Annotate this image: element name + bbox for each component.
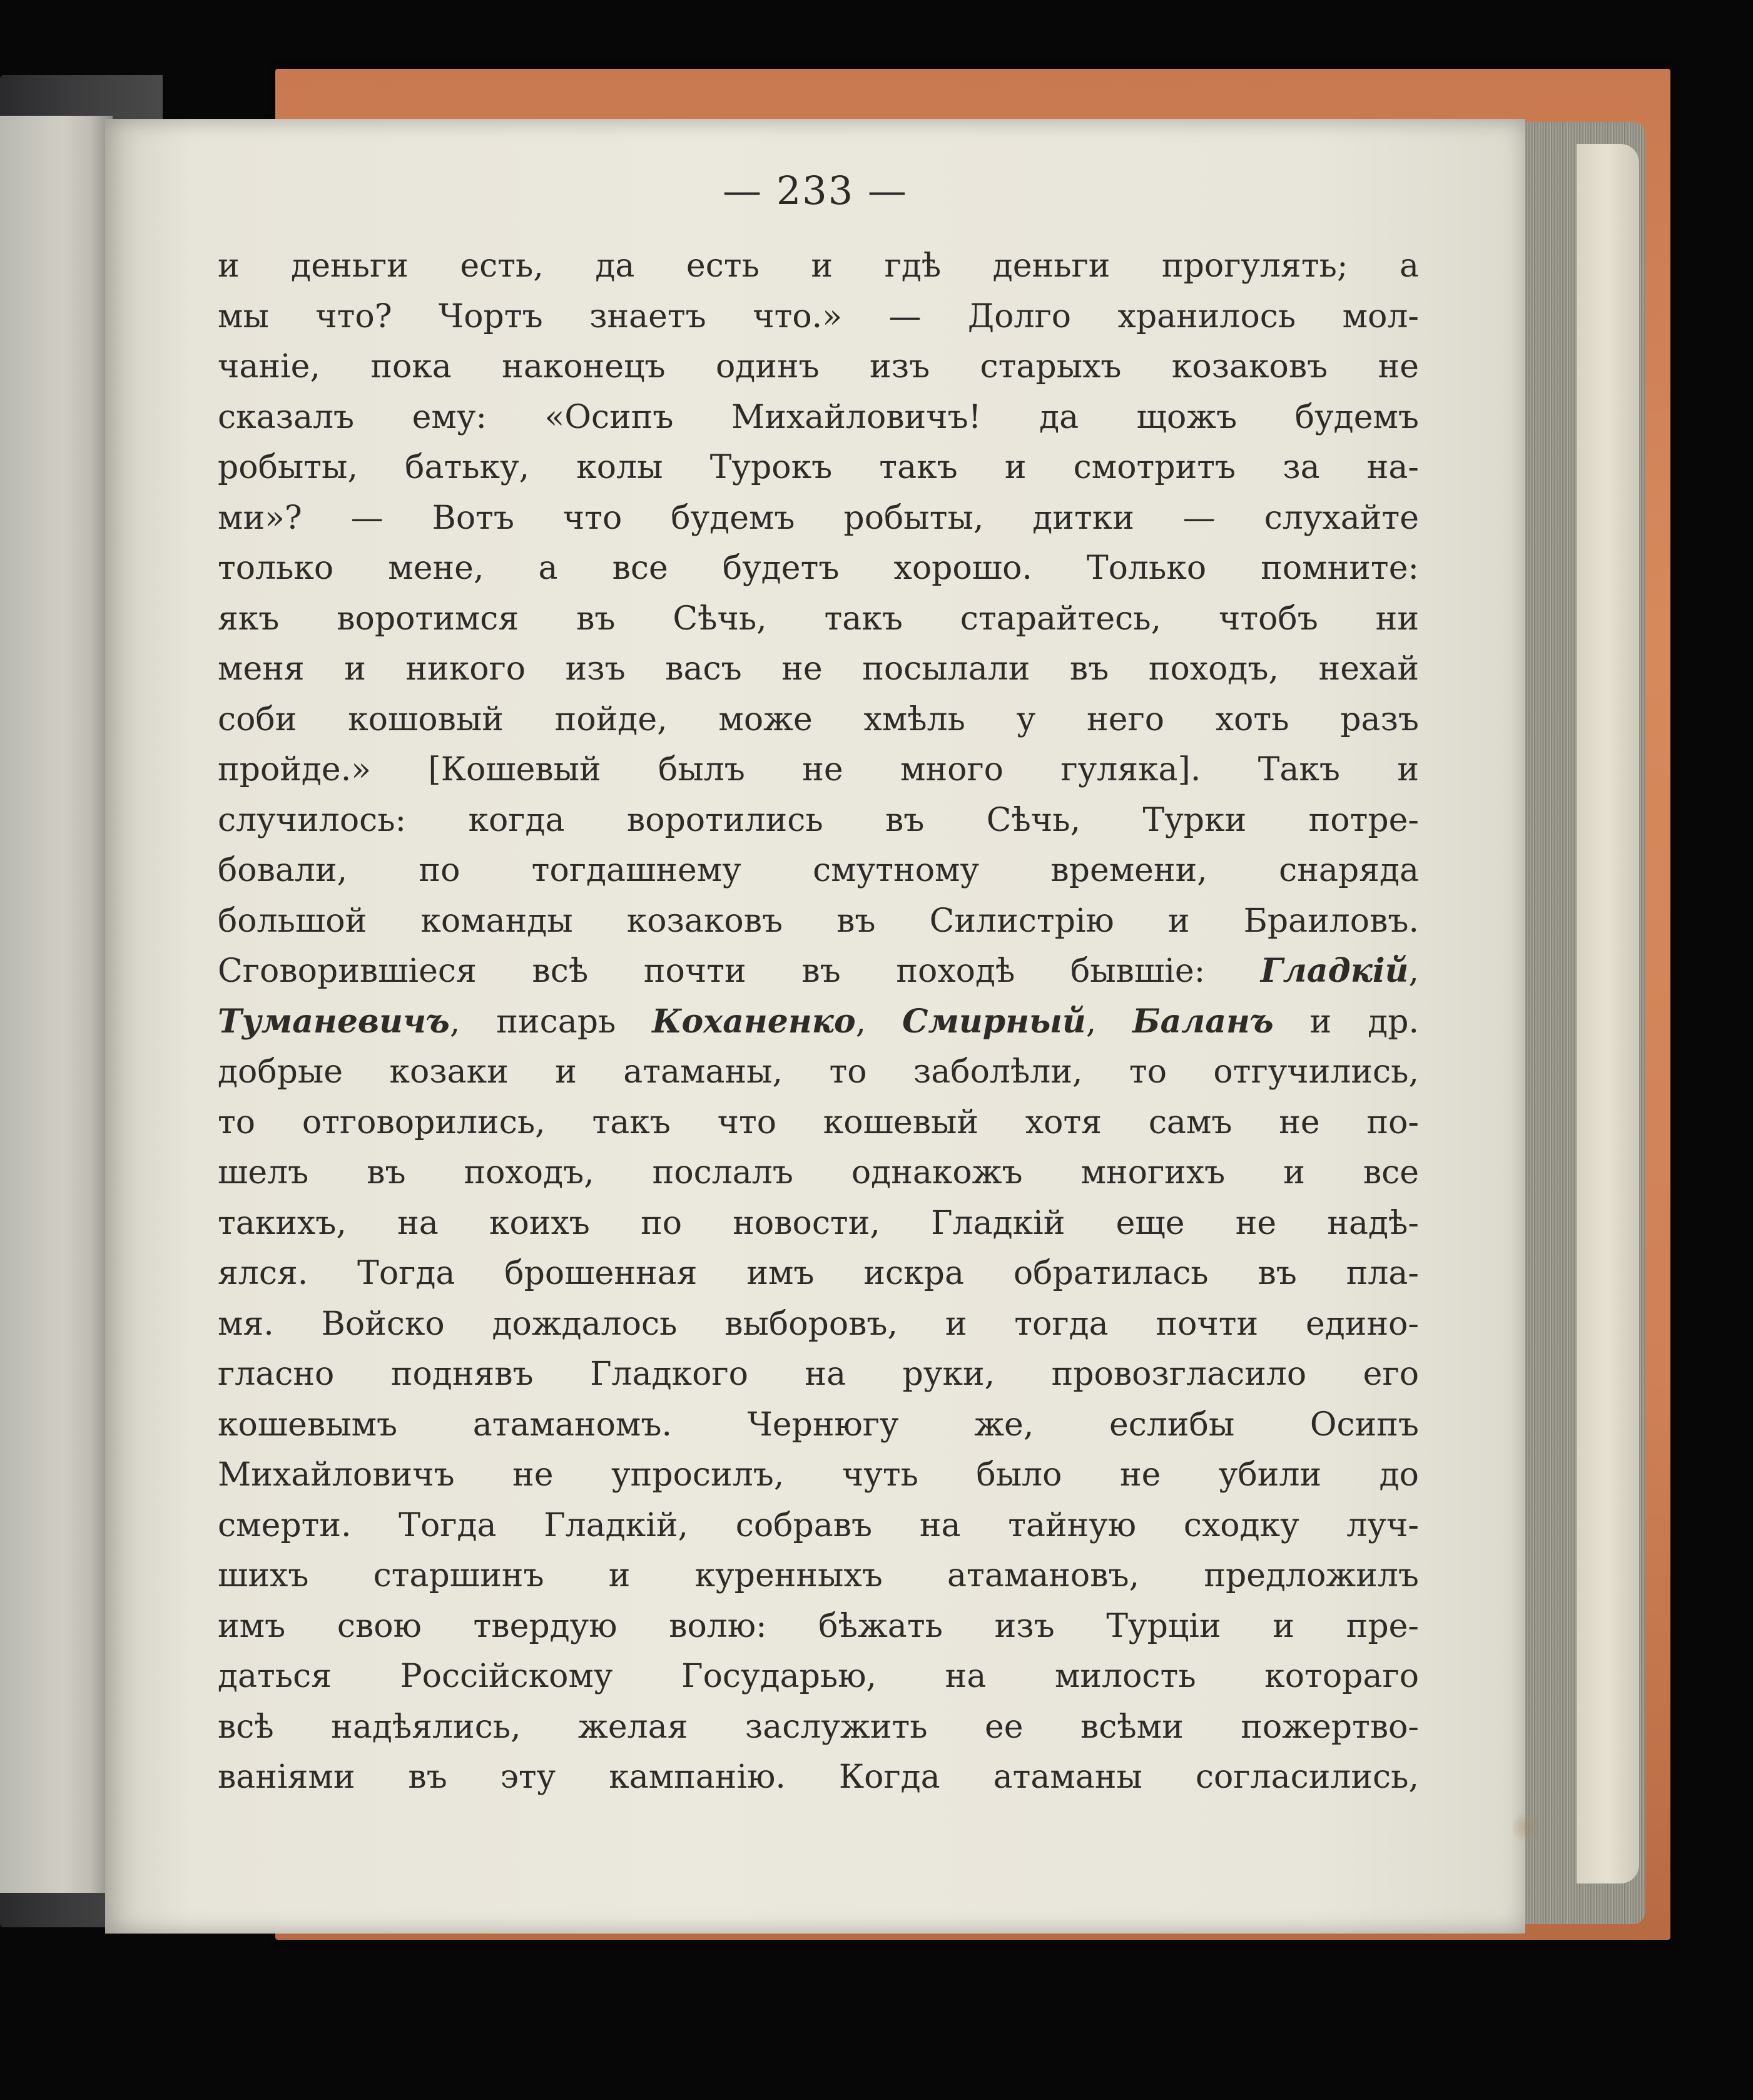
text-segment: , xyxy=(1085,1002,1133,1041)
text-segment: такихъ, на коихъ по новости, Гладкій еще не надѣ- xyxy=(218,1204,1419,1242)
text-segment: мы что? Чортъ знаетъ что.» — Долго хранилось мол- xyxy=(218,297,1419,335)
text-line xyxy=(218,1248,1419,1299)
text-line xyxy=(218,1702,1419,1753)
text-line xyxy=(218,1349,1419,1400)
text-segment: ваніями въ эту кампанію. Когда атаманы согласились, xyxy=(218,1758,1419,1796)
text-line xyxy=(218,795,1419,846)
text-line xyxy=(218,493,1419,544)
text-segment: и деньги есть, да есть и гдѣ деньги прогулять; а xyxy=(218,247,1419,285)
text-segment: даться Россійскому Государью, на милость котораго xyxy=(218,1658,1419,1695)
text-segment: только мене, а все будетъ хорошо. Только помните: xyxy=(218,549,1419,587)
text-segment: мя. Войско дождалось выборовъ, и тогда почти едино- xyxy=(218,1305,1419,1343)
text-segment: Сговорившіеся всѣ почти въ походѣ бывшіе: xyxy=(218,952,1261,990)
text-segment: и др. xyxy=(1273,1002,1420,1041)
italic-name: Коханенко xyxy=(652,1002,856,1041)
text-segment: гласно поднявъ Гладкого на руки, провозгласило его xyxy=(218,1355,1419,1393)
text-line xyxy=(218,1400,1419,1450)
paper-stain xyxy=(1513,1808,1538,1846)
text-segment: добрые козаки и атаманы, то заболѣли, то отгучились, xyxy=(218,1053,1419,1091)
text-segment: якъ воротимся въ Сѣчь, такъ старайтесь, чтобъ ни xyxy=(218,599,1419,638)
text-line xyxy=(218,543,1419,594)
text-segment: соби кошовый пойде, може хмѣль у него хоть разъ xyxy=(218,700,1419,738)
italic-name: Гладкій xyxy=(1260,952,1409,990)
text-line xyxy=(218,997,1419,1047)
text-line xyxy=(218,1148,1419,1198)
text-segment: , xyxy=(855,1002,903,1041)
text-segment: ми»? — Вотъ что будемъ робыты, дитки — слухайте xyxy=(218,499,1419,537)
text-line xyxy=(218,292,1419,342)
text-segment: шихъ старшинъ и куренныхъ атамановъ, предложилъ xyxy=(218,1557,1419,1594)
text-line xyxy=(218,594,1419,645)
text-segment: чаніе, пока наконецъ одинъ изъ старыхъ козаковъ не xyxy=(218,348,1419,385)
text-line xyxy=(218,1752,1419,1803)
text-segment: меня и никого изъ васъ не посылали въ походъ, нехай xyxy=(218,650,1419,688)
text-line xyxy=(218,442,1419,493)
text-line xyxy=(218,1651,1419,1702)
page-block-highlight xyxy=(1577,144,1639,1883)
text-line xyxy=(218,1047,1419,1098)
text-segment: робыты, батьку, колы Турокъ такъ и смотритъ за на- xyxy=(218,449,1419,486)
text-segment: пройде.» [Кошевый былъ не много гуляка]. Такъ и xyxy=(218,751,1419,788)
text-segment: смерти. Тогда Гладкій, собравъ на тайную сходку луч- xyxy=(218,1506,1419,1544)
body-text xyxy=(218,241,1419,1803)
text-line xyxy=(218,1098,1419,1148)
text-segment: то отговорились, такъ что кошевый хотя самъ не по- xyxy=(218,1103,1419,1141)
italic-name: Смирный xyxy=(902,1002,1086,1041)
text-segment: Михайловичъ не упросилъ, чуть было не убили до xyxy=(218,1456,1419,1494)
text-segment: , писарь xyxy=(449,1002,653,1041)
page-number: — 233 — xyxy=(723,168,908,213)
text-line xyxy=(218,1450,1419,1501)
text-segment: бовали, по тогдашнему смутному времени, снаряда xyxy=(218,852,1419,889)
text-segment: большой команды козаковъ въ Силистрію и Браиловъ. xyxy=(218,902,1419,940)
facing-page-edge xyxy=(0,116,113,1893)
text-segment: сказалъ ему: «Осипъ Михайловичъ! да щожъ будемъ xyxy=(218,398,1419,436)
text-segment: всѣ надѣялись, желая заслужить ее всѣми пожертво- xyxy=(218,1708,1419,1746)
text-segment: кошевымъ атаманомъ. Чернюгу же, еслибы Осипъ xyxy=(218,1405,1419,1444)
italic-name: Туманевичъ xyxy=(218,1002,450,1041)
text-line xyxy=(218,1299,1419,1350)
text-segment: ялся. Тогда брошенная имъ искра обратилась въ пла- xyxy=(218,1255,1419,1292)
italic-name: Баланъ xyxy=(1132,1002,1274,1041)
text-line xyxy=(218,1501,1419,1551)
text-line xyxy=(218,644,1419,695)
text-line xyxy=(218,392,1419,443)
text-line xyxy=(218,745,1419,795)
text-line xyxy=(218,1601,1419,1652)
text-line xyxy=(218,1198,1419,1249)
text-line xyxy=(218,946,1419,997)
text-line xyxy=(218,241,1419,292)
text-line xyxy=(218,695,1419,745)
text-segment: шелъ въ походъ, послалъ однакожъ многихъ и все xyxy=(218,1154,1419,1191)
text-segment: , xyxy=(1408,952,1419,990)
text-line xyxy=(218,896,1419,947)
text-segment: случилось: когда воротились въ Сѣчь, Турки потре- xyxy=(218,801,1419,839)
text-line xyxy=(218,342,1419,392)
book-page xyxy=(105,119,1525,1934)
text-line xyxy=(218,1551,1419,1601)
text-segment: имъ свою твердую волю: бѣжать изъ Турціи и пре- xyxy=(218,1607,1419,1645)
text-line xyxy=(218,845,1419,896)
